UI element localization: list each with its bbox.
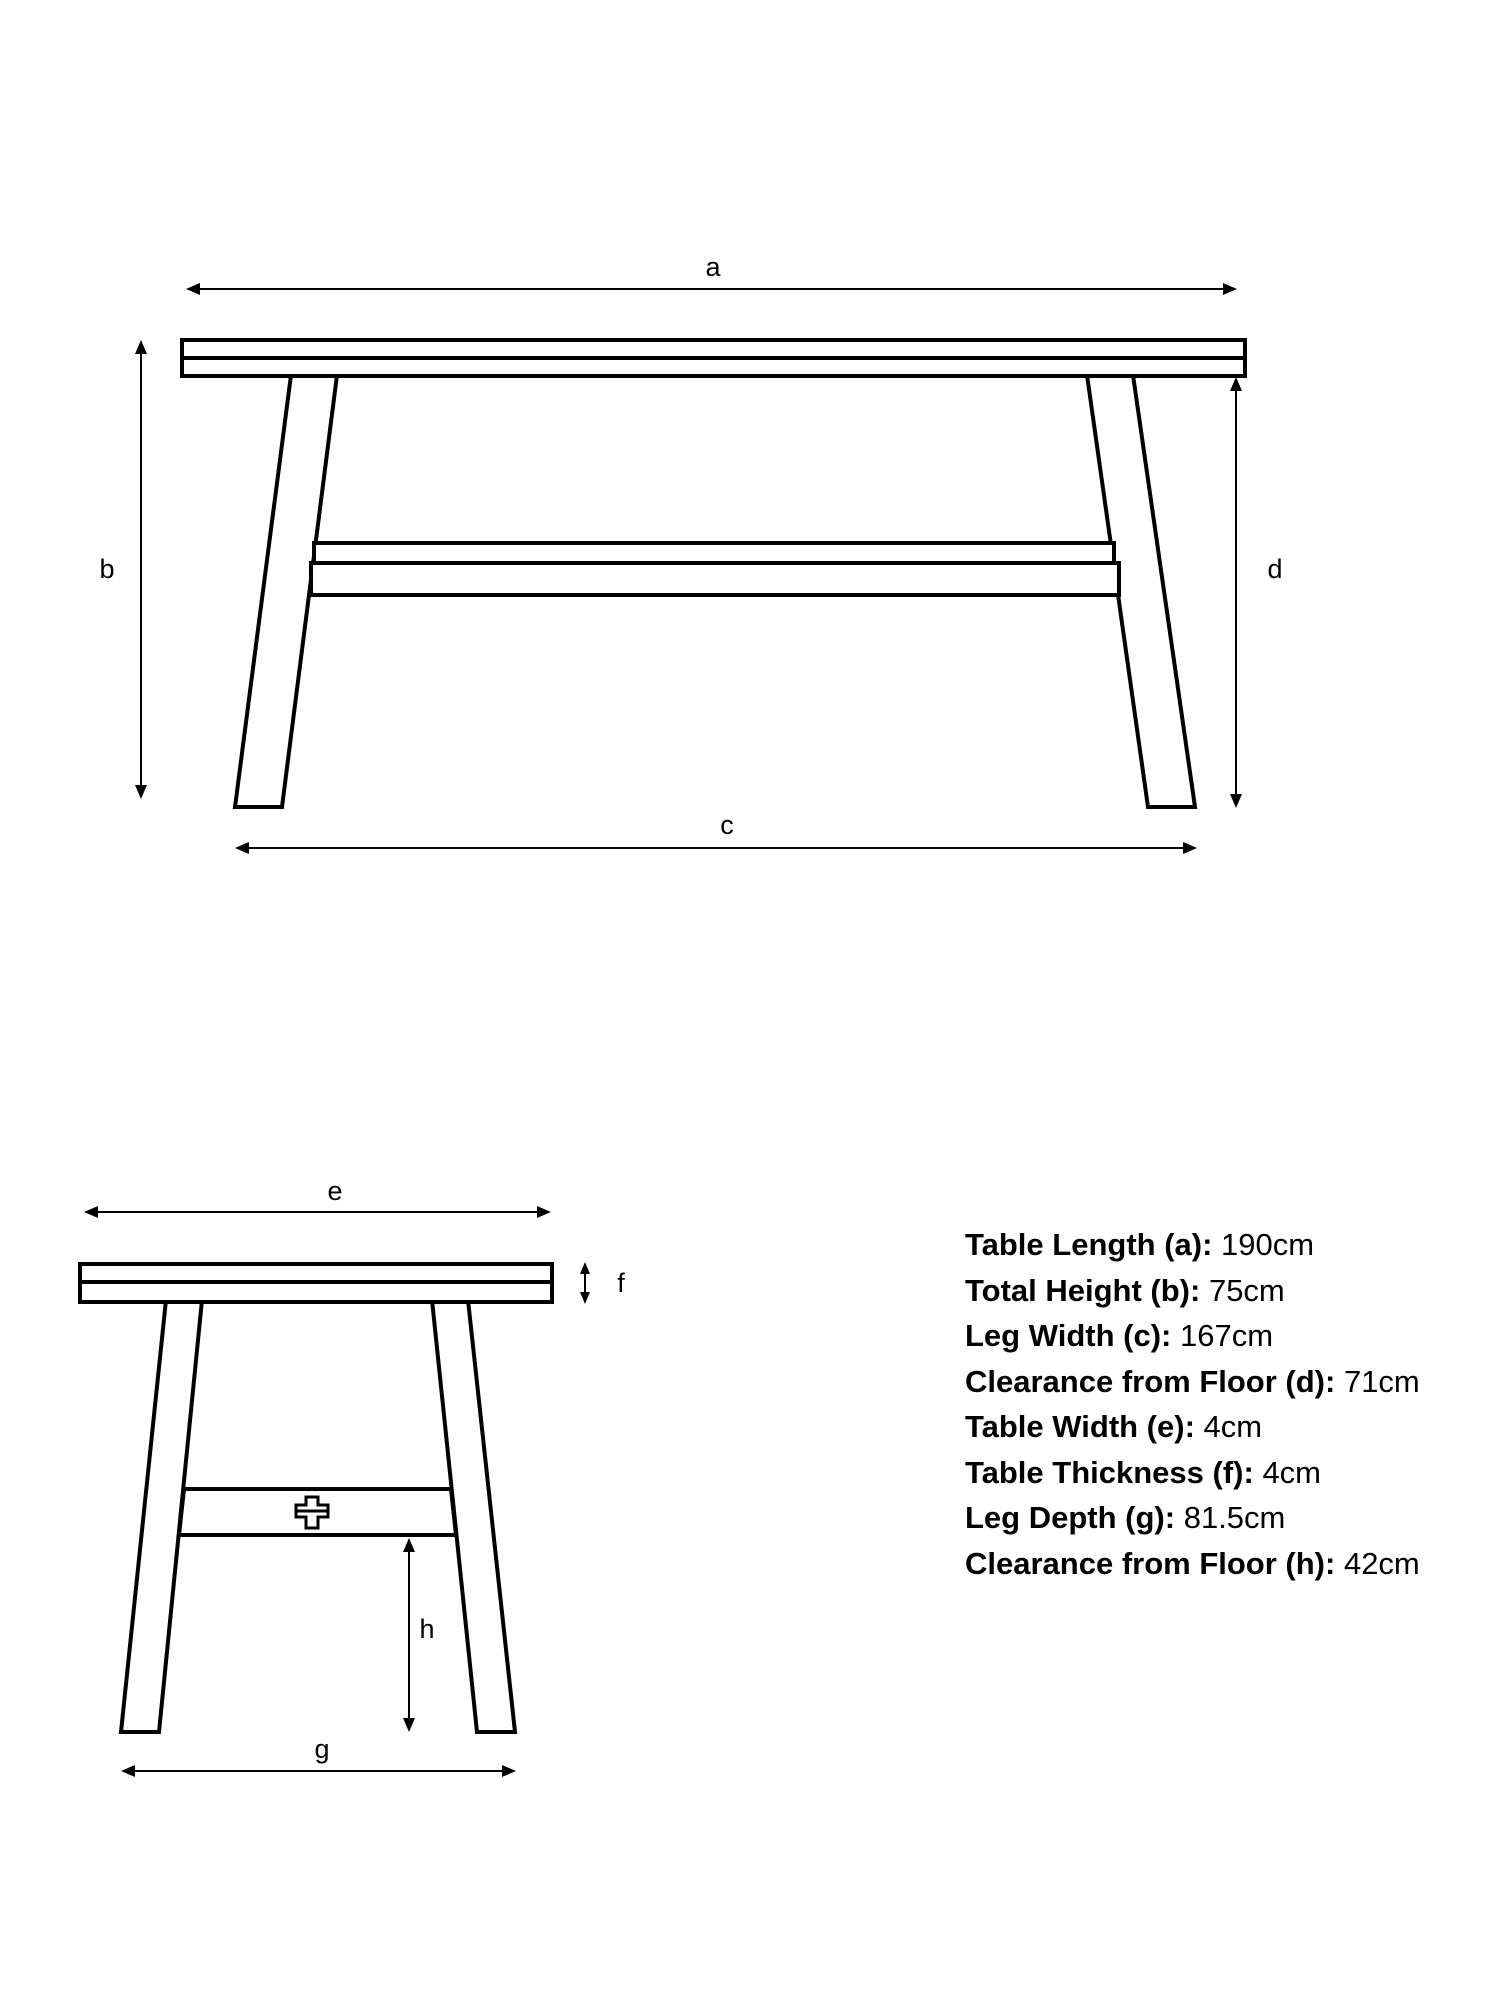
spec-item-clearance-d [965,1359,1420,1405]
side-table-top-lower [80,1282,552,1302]
side-table-top [80,1264,552,1282]
spec-value: 42cm [1343,1545,1420,1581]
spec-label: Leg Width (c): [965,1318,1172,1353]
label-b: b [99,554,115,584]
front-stretcher-bottom [311,563,1119,595]
spec-value: 4cm [1262,1454,1322,1490]
spec-item-clearance-h [965,1541,1420,1587]
spec-item-total-height [965,1268,1420,1314]
front-table-top-lower [182,358,1245,376]
front-table-top [182,340,1245,358]
label-g: g [314,1734,330,1764]
spec-value: 190cm [1221,1227,1315,1262]
dimension-a [186,252,1237,295]
dimension-c [235,810,1197,854]
specifications-list [965,1222,1420,1586]
spec-item-leg-width [965,1313,1420,1359]
side-view [80,1176,625,1777]
spec-label: Table Thickness (f): [965,1454,1254,1490]
dimension-d [1230,377,1283,808]
spec-item-table-thickness [965,1450,1420,1496]
dimension-g [121,1734,516,1777]
spec-value: 71cm [1343,1363,1420,1399]
spec-label: Clearance from Floor (h): [965,1545,1336,1581]
spec-item-leg-depth [965,1495,1420,1541]
label-c: c [720,810,734,840]
spec-value: 75cm [1208,1272,1285,1308]
spec-label: Total Height (b): [965,1272,1201,1308]
spec-value: 81.5cm [1183,1500,1286,1535]
label-e: e [327,1176,343,1206]
dimension-e [84,1176,551,1218]
label-a: a [705,252,721,282]
spec-label: Clearance from Floor (d): [965,1363,1336,1399]
dimension-f [580,1262,625,1304]
spec-label: Table Length (a): [965,1227,1213,1262]
label-f: f [617,1268,625,1298]
dimension-h [403,1538,435,1732]
spec-value: 167cm [1179,1318,1274,1353]
spec-item-table-width [965,1404,1420,1450]
spec-item-table-length [965,1222,1420,1268]
dimension-b [99,340,147,799]
spec-label: Leg Depth (g): [965,1500,1176,1535]
spec-label: Table Width (e): [965,1409,1195,1444]
label-d: d [1267,554,1283,584]
front-view [99,252,1282,854]
front-stretcher-top [314,543,1114,563]
label-h: h [419,1614,435,1644]
spec-value: 4cm [1203,1409,1263,1444]
